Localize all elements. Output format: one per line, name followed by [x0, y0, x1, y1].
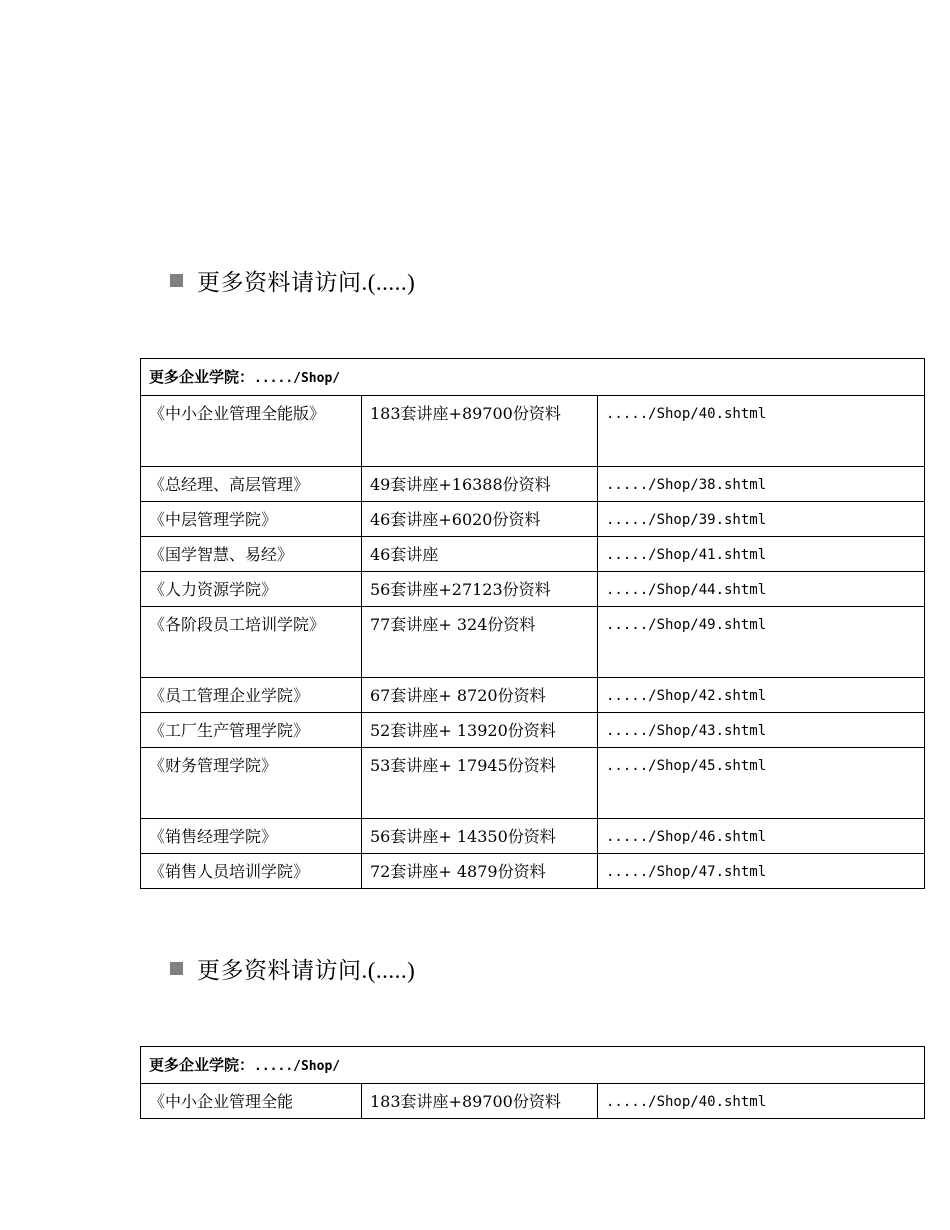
row-url[interactable]: ...../Shop/40.shtml: [598, 396, 925, 467]
row-url[interactable]: ...../Shop/41.shtml: [598, 537, 925, 572]
row-count: 53套讲座+ 17945份资料: [362, 748, 598, 819]
table-row: [141, 1084, 925, 1119]
table-row: [141, 819, 925, 854]
visit-more-text: 更多资料请访问.(.....): [197, 957, 416, 983]
row-count: 52套讲座+ 13920份资料: [362, 713, 598, 748]
row-count: 46套讲座+6020份资料: [362, 502, 598, 537]
row-url[interactable]: ...../Shop/43.shtml: [598, 713, 925, 748]
row-name: 《各阶段员工培训学院》: [141, 607, 362, 678]
table-header-cell: [141, 1047, 925, 1084]
row-count: 183套讲座+89700份资料: [362, 396, 598, 467]
row-count: 67套讲座+ 8720份资料: [362, 678, 598, 713]
table-row: [141, 537, 925, 572]
row-count: 46套讲座: [362, 537, 598, 572]
row-count: 56套讲座+27123份资料: [362, 572, 598, 607]
table-row: [141, 748, 925, 819]
row-url[interactable]: ...../Shop/44.shtml: [598, 572, 925, 607]
table-header-path: ...../Shop/: [254, 1059, 341, 1074]
visit-more-line-1: [170, 264, 415, 296]
row-url[interactable]: ...../Shop/46.shtml: [598, 819, 925, 854]
row-name: 《中小企业管理全能版》: [141, 396, 362, 467]
row-url[interactable]: ...../Shop/40.shtml: [598, 1084, 925, 1119]
row-count: 183套讲座+89700份资料: [362, 1084, 598, 1119]
table-header-row: [141, 1047, 925, 1084]
shop-table-1: [140, 358, 925, 889]
row-url[interactable]: ...../Shop/45.shtml: [598, 748, 925, 819]
table-row: [141, 713, 925, 748]
row-name: 《总经理、高层管理》: [141, 467, 362, 502]
row-url[interactable]: ...../Shop/47.shtml: [598, 854, 925, 889]
table-row: [141, 467, 925, 502]
table-row: [141, 502, 925, 537]
row-url[interactable]: ...../Shop/49.shtml: [598, 607, 925, 678]
table-header-label: 更多企业学院：: [149, 1056, 255, 1074]
table-row: [141, 607, 925, 678]
table-header-cell: [141, 359, 925, 396]
table-row: [141, 572, 925, 607]
row-count: 72套讲座+ 4879份资料: [362, 854, 598, 889]
row-count: 49套讲座+16388份资料: [362, 467, 598, 502]
row-name: 《国学智慧、易经》: [141, 537, 362, 572]
table-header-row: [141, 359, 925, 396]
table-header-label: 更多企业学院：: [149, 368, 255, 386]
row-count: 56套讲座+ 14350份资料: [362, 819, 598, 854]
visit-more-text: 更多资料请访问.(.....): [197, 269, 416, 295]
row-name: 《工厂生产管理学院》: [141, 713, 362, 748]
visit-more-line-2: [170, 952, 415, 984]
row-url[interactable]: ...../Shop/38.shtml: [598, 467, 925, 502]
row-name: 《销售人员培训学院》: [141, 854, 362, 889]
row-url[interactable]: ...../Shop/39.shtml: [598, 502, 925, 537]
row-count: 77套讲座+ 324份资料: [362, 607, 598, 678]
row-url[interactable]: ...../Shop/42.shtml: [598, 678, 925, 713]
row-name: 《销售经理学院》: [141, 819, 362, 854]
table-row: [141, 678, 925, 713]
row-name: 《财务管理学院》: [141, 748, 362, 819]
row-name: 《人力资源学院》: [141, 572, 362, 607]
table-row: [141, 396, 925, 467]
row-name: 《中小企业管理全能: [141, 1084, 362, 1119]
square-bullet-icon: [170, 962, 183, 975]
row-name: 《中层管理学院》: [141, 502, 362, 537]
shop-table-2: [140, 1046, 925, 1119]
row-name: 《员工管理企业学院》: [141, 678, 362, 713]
square-bullet-icon: [170, 274, 183, 287]
table-row: [141, 854, 925, 889]
table-header-path: ...../Shop/: [254, 371, 341, 386]
